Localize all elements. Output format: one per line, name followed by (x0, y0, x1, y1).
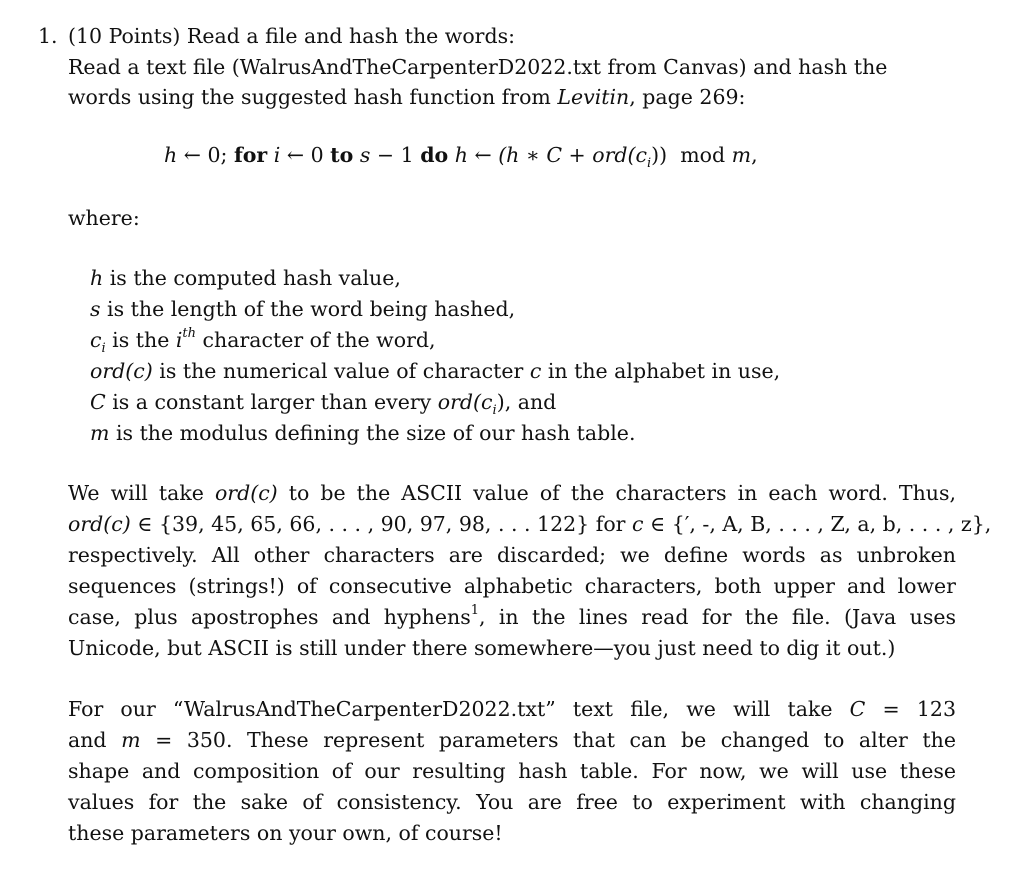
para2-line-6: Unicode, but ASCII is still under there somewhere—you just need to dig it out.) (68, 636, 896, 660)
para3-line-4: values for the sake of consistency. You are free to experiment with changing (68, 790, 956, 814)
para3-line-5: these parameters on your own, of course! (68, 821, 503, 845)
def-ci: $c_i$ is the $i^{th}$ character of the word, (90, 326, 436, 357)
para2-line-5: case, plus apostrophes and hyphens$^1$, in the lines read for the file. (Java uses (68, 603, 956, 629)
para3-line-3: shape and composition of our resulting hash table. For now, we will use these (68, 759, 956, 783)
hash-formula: h ← 0; for i ← 0 to s − 1 do h ← (h ∗ $C + ord(c_i)$) mod m, (164, 143, 758, 172)
def-C: C is a constant larger than every $ord(c_i)$, and (90, 390, 557, 419)
def-h: h is the computed hash value, (90, 266, 401, 290)
problem-number: 1. (38, 24, 58, 48)
def-ord: ord(c) is the numerical value of character c in the alphabet in use, (90, 359, 781, 383)
def-m: m is the modulus defining the size of our hash table. (90, 421, 636, 445)
intro-line-1: Read a text file (WalrusAndTheCarpenterD2022.txt from Canvas) and hash the (68, 55, 888, 79)
para3-line-2: and m = 350. These represent parameters that can be changed to alter the (68, 728, 956, 752)
para3-line-1: For our “WalrusAndTheCarpenterD2022.txt” text file, we will take C = 123 (68, 697, 956, 721)
where-label: where: (68, 206, 140, 230)
problem-header: (10 Points) Read a file and hash the words: (68, 24, 516, 48)
book-title: Levitin (557, 85, 630, 109)
def-s: s is the length of the word being hashed, (90, 297, 516, 321)
intro-line-2: words using the suggested hash function from Levitin, page 269: (68, 85, 746, 109)
para2-line-2: ord(c) ∈ {39, 45, 65, 66, . . . , 90, 97, 98, . . . 122} for c ∈ {′, -, A, B, . . . , Z, a, b, . . . , z}, (68, 512, 992, 536)
para2-line-3: respectively. All other characters are discarded; we define words as unbroken (68, 543, 956, 567)
para2-line-1: We will take ord(c) to be the ASCII value of the characters in each word. Thus, (68, 481, 957, 505)
para2-line-4: sequences (strings!) of consecutive alphabetic characters, both upper and lower (68, 574, 956, 598)
